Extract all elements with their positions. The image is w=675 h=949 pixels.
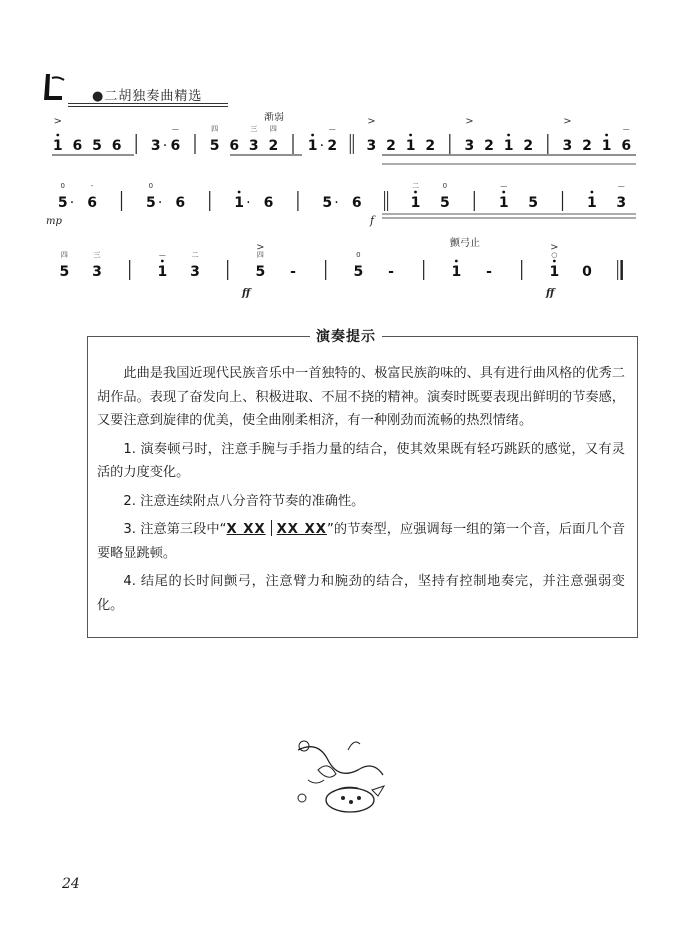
score-note: 2 bbox=[582, 138, 592, 154]
score-note: 1 bbox=[601, 138, 612, 154]
accent-mark: > bbox=[465, 116, 474, 127]
high-octave-dot bbox=[238, 191, 241, 194]
score-note: 6 bbox=[111, 138, 122, 154]
score-note: 5 bbox=[57, 195, 68, 211]
dynamics-ff: ff bbox=[242, 288, 251, 299]
score-note: 2 bbox=[327, 138, 338, 154]
tips-item-3-lead: 3. 注意第三段中“ bbox=[123, 522, 227, 537]
tips-item-3 bbox=[97, 518, 625, 565]
high-octave-dot bbox=[311, 134, 314, 137]
score-note: 5 bbox=[440, 195, 450, 211]
score-note: 5 bbox=[255, 264, 266, 280]
high-octave-dot bbox=[455, 260, 458, 263]
header-rule-double bbox=[68, 106, 228, 107]
dotted-rhythm-mark: · bbox=[334, 195, 339, 211]
score-note: 2 bbox=[386, 138, 396, 154]
score-note: 2 bbox=[484, 138, 494, 154]
dotted-rhythm-mark: · bbox=[157, 195, 163, 211]
score-note: 3 bbox=[150, 138, 161, 154]
header-rule bbox=[68, 103, 228, 104]
score-note: 0 bbox=[582, 264, 592, 280]
page-number: 24 bbox=[62, 876, 80, 892]
fingering-mark: 四 bbox=[211, 125, 219, 133]
score-note: - bbox=[388, 264, 394, 280]
dynamics-mp: mp bbox=[46, 216, 62, 227]
score-note: 5 bbox=[146, 195, 156, 211]
high-octave-dot bbox=[502, 191, 505, 194]
score-note: 3 bbox=[92, 264, 102, 280]
flower-bird-ornament-icon bbox=[288, 730, 388, 820]
rhythm-example-1: X XX bbox=[226, 522, 266, 537]
fingering-mark: — bbox=[617, 182, 625, 190]
score-note: 1 bbox=[52, 138, 63, 154]
fingering-mark: — bbox=[622, 125, 630, 133]
series-logo-icon bbox=[40, 72, 70, 102]
score-note: 1 bbox=[549, 264, 560, 280]
expression-diminuendo: 渐弱 bbox=[264, 112, 284, 123]
fingering-mark: 三 bbox=[93, 251, 101, 259]
performance-tips-title: 演奏提示 bbox=[310, 326, 382, 346]
fingering-mark: 四 bbox=[256, 251, 264, 259]
fingering-mark: 二 bbox=[191, 251, 199, 259]
dotted-rhythm-mark: · bbox=[162, 138, 168, 154]
accent-mark: > bbox=[563, 116, 572, 127]
page-header bbox=[40, 72, 230, 106]
fingering-mark: — bbox=[158, 251, 166, 259]
score-note: 5 bbox=[209, 138, 220, 154]
score-note: 1 bbox=[503, 138, 514, 154]
tips-item-4: 4. 结尾的长时间颤弓，注意臂力和腕劲的结合，坚持有控制地奏完，并注意强弱变化。 bbox=[97, 574, 625, 613]
score-note: 3 bbox=[190, 264, 200, 280]
dotted-rhythm-mark: · bbox=[69, 195, 75, 211]
fingering-mark: — bbox=[500, 182, 508, 190]
tremolo-stop-mark: 颤弓止 bbox=[450, 238, 480, 249]
score-note: 3 bbox=[616, 195, 627, 211]
tips-item-3-tail: ”的节奏型，应强调每一组的第一个音，后面几个音要略显跳顿。 bbox=[97, 522, 626, 561]
high-octave-dot bbox=[414, 191, 417, 194]
fingering-mark: — bbox=[171, 125, 179, 133]
series-title: ●二胡独奏曲精选 bbox=[92, 89, 203, 104]
accent-mark: > bbox=[367, 116, 376, 127]
score-note: 5 bbox=[322, 195, 333, 211]
dynamics-f: f bbox=[370, 214, 375, 227]
numbered-musical-score bbox=[44, 112, 644, 312]
accent-mark: > bbox=[550, 242, 559, 253]
fingering-mark: 0 bbox=[60, 182, 65, 190]
score-note: 3 bbox=[248, 138, 259, 154]
score-note: - bbox=[486, 264, 492, 280]
score-note: 1 bbox=[587, 195, 597, 211]
score-note: 2 bbox=[425, 138, 436, 154]
performance-tips-body bbox=[97, 362, 625, 622]
score-note: 6 bbox=[351, 195, 362, 211]
high-octave-dot bbox=[161, 260, 164, 263]
fingering-mark: — bbox=[328, 125, 336, 133]
rhythm-example-2: XX XX bbox=[276, 522, 327, 537]
score-note: 5 bbox=[528, 195, 538, 211]
score-note: 3 bbox=[464, 138, 475, 154]
fingering-mark: - bbox=[90, 182, 94, 190]
fingering-mark: 0 bbox=[148, 182, 154, 190]
dotted-rhythm-mark: · bbox=[246, 195, 251, 211]
score-note: 5 bbox=[353, 264, 364, 280]
score-note: 6 bbox=[263, 195, 274, 211]
score-note: 2 bbox=[523, 138, 534, 154]
score-note: 1 bbox=[405, 138, 416, 154]
accent-mark: > bbox=[256, 242, 265, 253]
score-note: 6 bbox=[170, 138, 181, 154]
fingering-mark: 二 bbox=[412, 182, 419, 190]
fingering-mark: ○ bbox=[551, 251, 558, 259]
fingering-mark: 三 bbox=[250, 125, 258, 133]
tips-item-1: 1. 演奏顿弓时，注意手腕与手指力量的结合，使其效果既有轻巧跳跃的感觉，又有灵活的力度变化。 bbox=[97, 441, 625, 480]
score-note: 6 bbox=[229, 138, 240, 154]
high-octave-dot bbox=[591, 191, 594, 194]
high-octave-dot bbox=[56, 134, 59, 137]
score-note: 6 bbox=[72, 138, 83, 154]
score-note: 2 bbox=[268, 138, 279, 154]
score-note: 5 bbox=[59, 264, 70, 280]
score-note: 6 bbox=[87, 195, 97, 211]
high-octave-dot bbox=[507, 134, 510, 137]
score-note: 6 bbox=[175, 195, 186, 211]
score-note: 3 bbox=[366, 138, 377, 154]
score-note: - bbox=[290, 264, 296, 280]
score-note: 1 bbox=[234, 195, 244, 211]
score-note: 1 bbox=[498, 195, 509, 211]
fingering-mark: 四 bbox=[269, 125, 277, 133]
dynamics-ff: ff bbox=[546, 288, 555, 299]
score-note: 3 bbox=[562, 138, 573, 154]
fingering-mark: 0 bbox=[356, 251, 361, 259]
score-note: 1 bbox=[307, 138, 318, 154]
rhythm-barline bbox=[271, 520, 272, 536]
fingering-mark: 0 bbox=[442, 182, 448, 190]
high-octave-dot bbox=[409, 134, 412, 137]
score-note: 5 bbox=[92, 138, 102, 154]
tips-intro: 此曲是我国近现代民族音乐中一首独特的、极富民族韵味的、具有进行曲风格的优秀二胡作品。表现了奋发向上、积极进取、不屈不挠的精神。演奏时既要表现出鲜明的节奏感，又要注意到旋律的优美，使全曲刚柔相济，有一种刚劲而流畅的热烈情绪。 bbox=[97, 366, 625, 428]
score-note: 1 bbox=[410, 195, 421, 211]
accent-mark: > bbox=[53, 116, 62, 127]
score-note: 1 bbox=[157, 264, 168, 280]
dotted-rhythm-mark: · bbox=[319, 138, 325, 154]
tips-item-2: 2. 注意连续附点八分音符节奏的准确性。 bbox=[123, 493, 365, 509]
high-octave-dot bbox=[553, 260, 556, 263]
score-note: 1 bbox=[451, 264, 462, 280]
high-octave-dot bbox=[605, 134, 608, 137]
score-note: 6 bbox=[621, 138, 632, 154]
fingering-mark: 四 bbox=[60, 251, 68, 259]
